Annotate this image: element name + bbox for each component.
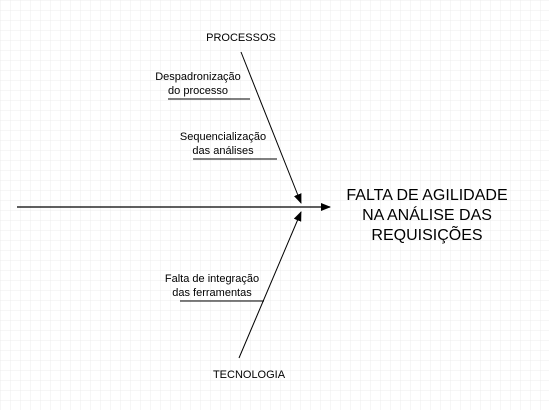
category-label-processos[interactable]: PROCESSOS xyxy=(206,32,276,44)
effect-label[interactable]: FALTA DE AGILIDADE NA ANÁLISE DAS REQUISIÇÕES xyxy=(346,187,508,244)
cause-label-sequencializacao[interactable]: Sequencialização das análises xyxy=(179,131,267,157)
cause-label-falta-integracao[interactable]: Falta de integração das ferramentas xyxy=(164,273,260,299)
category-label-tecnologia[interactable]: TECNOLOGIA xyxy=(212,369,286,381)
cause-label-despadronizacao[interactable]: Despadronização do processo xyxy=(155,71,241,97)
